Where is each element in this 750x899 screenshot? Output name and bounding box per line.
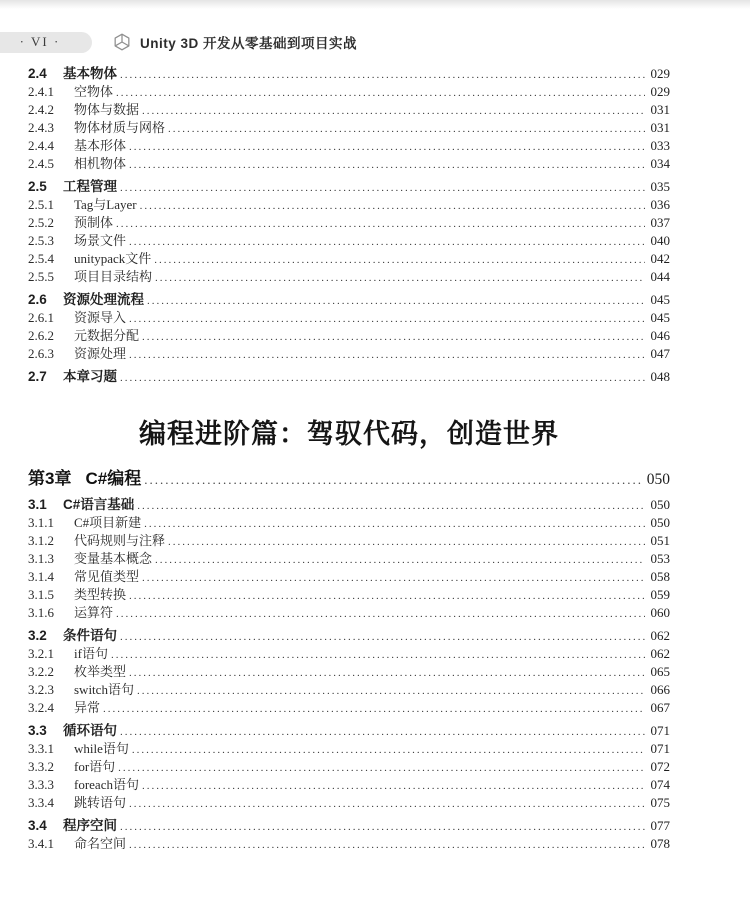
toc-entry-number: 3.2 (28, 628, 47, 643)
dot-leader (132, 740, 645, 759)
toc-entry-title: 命名空间 (74, 836, 127, 851)
toc-entry-title: 场景文件 (74, 233, 127, 248)
dot-leader (154, 250, 644, 269)
toc-entry-title: 工程管理 (63, 179, 117, 194)
toc-entry-title: 代码规则与注释 (74, 533, 166, 548)
toc-entry-page: 078 (650, 836, 670, 851)
chapter-title: C#编程 (85, 469, 142, 488)
toc-entry (28, 250, 670, 268)
toc-entry-title: Tag与Layer (74, 197, 137, 212)
toc-entry-number: 3.3 (28, 723, 47, 738)
table-of-contents (28, 60, 670, 853)
toc-entry (28, 496, 670, 514)
dot-leader (129, 663, 644, 682)
toc-entry-title: 本章习题 (63, 369, 117, 384)
dot-leader (155, 268, 644, 287)
toc-entry (28, 794, 670, 812)
toc-entry-page: 031 (650, 102, 670, 117)
dot-leader (140, 196, 645, 215)
toc-entry (28, 604, 670, 622)
toc-entry-title: 空物体 (74, 84, 114, 99)
chapter-number: 第3章 (28, 469, 72, 488)
toc-entry-page: 029 (650, 84, 670, 99)
toc-entry (28, 550, 670, 568)
dot-leader (142, 568, 644, 587)
toc-entry-page: 036 (650, 197, 670, 212)
toc-entry-page: 053 (650, 551, 670, 566)
toc-entry-title: 物体与数据 (74, 102, 140, 117)
toc-entry-page: 050 (650, 497, 670, 512)
toc-entry-page: 048 (650, 369, 670, 384)
toc-entry-page: 072 (650, 759, 670, 774)
toc-entry (28, 291, 670, 309)
toc-entry-title: 元数据分配 (74, 328, 140, 343)
page-number-pill (0, 32, 92, 53)
toc-entry-title: switch语句 (74, 682, 134, 697)
toc-entry-number: 3.1.1 (28, 515, 54, 530)
toc-entry-number: 2.4.3 (28, 120, 54, 135)
dot-leader (137, 496, 644, 515)
toc-entry-title: 预制体 (74, 215, 114, 230)
toc-entry (28, 758, 670, 776)
toc-entry-number: 3.1.6 (28, 605, 54, 620)
toc-entry-number: 3.2.2 (28, 664, 54, 679)
toc-entry-title: 条件语句 (63, 628, 117, 643)
dot-leader (129, 309, 644, 328)
toc-entry-page: 077 (650, 818, 670, 833)
toc-entry (28, 835, 670, 853)
dot-leader (111, 645, 645, 664)
toc-entry (28, 178, 670, 196)
toc-entry-page: 060 (650, 605, 670, 620)
toc-entry-number: 2.5.3 (28, 233, 54, 248)
dot-leader (129, 232, 644, 251)
dot-leader (142, 776, 645, 795)
toc-entry (28, 817, 670, 835)
toc-entry (28, 232, 670, 250)
toc-entry-title: if语句 (74, 646, 108, 661)
page-number-label: · VI · (19, 34, 61, 49)
toc-entry-page: 050 (650, 515, 670, 530)
toc-entry-number: 3.2.4 (28, 700, 54, 715)
toc-entry (28, 663, 670, 681)
dot-leader (116, 83, 644, 102)
toc-entry (28, 568, 670, 586)
toc-entry-title: 循环语句 (63, 723, 117, 738)
toc-entry-number: 2.6.2 (28, 328, 54, 343)
toc-entry (28, 83, 670, 101)
toc-entry-page: 029 (650, 66, 670, 81)
toc-entry-title: 跳转语句 (74, 795, 127, 810)
toc-entry-number: 2.4.4 (28, 138, 54, 153)
toc-entry-number: 2.6.1 (28, 310, 54, 325)
toc-entry-page: 062 (650, 646, 670, 661)
dot-leader (129, 586, 644, 605)
scan-edge-shadow (0, 0, 750, 9)
toc-entry-number: 3.1.5 (28, 587, 54, 602)
toc-entry-title: 常见值类型 (74, 569, 140, 584)
toc-entry-number: 3.4 (28, 818, 47, 833)
toc-entry-page: 046 (650, 328, 670, 343)
dot-leader (116, 214, 644, 233)
toc-entry-page: 075 (650, 795, 670, 810)
toc-entry-title: while语句 (74, 741, 129, 756)
toc-entry (28, 740, 670, 758)
toc-entry-number: 3.1 (28, 497, 47, 512)
toc-entry-title: 资源处理 (74, 346, 127, 361)
toc-entry (28, 101, 670, 119)
toc-entry-number: 3.2.3 (28, 682, 54, 697)
toc-entry-number: 2.4.5 (28, 156, 54, 171)
toc-entry (28, 65, 670, 83)
toc-entry (28, 137, 670, 155)
dot-leader (144, 514, 644, 533)
toc-entry-number: 2.4 (28, 66, 47, 81)
dot-leader (129, 835, 644, 854)
toc-entry-number: 2.7 (28, 369, 47, 384)
toc-entry-page: 045 (650, 292, 670, 307)
toc-entry-title: 物体材质与网格 (74, 120, 166, 135)
dot-leader (168, 119, 644, 138)
dot-leader (155, 550, 644, 569)
toc-entry-page: 045 (650, 310, 670, 325)
toc-entry (28, 309, 670, 327)
toc-entry-title: unitypack文件 (74, 251, 152, 266)
dot-leader (103, 699, 644, 718)
toc-entry-title: 资源导入 (74, 310, 127, 325)
toc-entry-page: 051 (650, 533, 670, 548)
toc-entry (28, 681, 670, 699)
dot-leader (120, 368, 645, 387)
toc-chapter2-block (28, 65, 670, 386)
toc-entry (28, 368, 670, 386)
toc-entry-number: 2.4.1 (28, 84, 54, 99)
toc-entry (28, 722, 670, 740)
toc-entry-number: 2.5.5 (28, 269, 54, 284)
toc-entry (28, 196, 670, 214)
toc-entry-number: 2.6.3 (28, 346, 54, 361)
toc-entry-page: 066 (650, 682, 670, 697)
dot-leader (129, 137, 644, 156)
unity-cube-logo-icon (112, 32, 132, 52)
toc-entry-page: 071 (650, 741, 670, 756)
toc-entry-page: 040 (650, 233, 670, 248)
toc-entry-number: 3.1.4 (28, 569, 54, 584)
toc-entry (28, 699, 670, 717)
dot-leader (120, 627, 645, 646)
toc-entry-number: 3.4.1 (28, 836, 54, 851)
toc-entry-title: 相机物体 (74, 156, 127, 171)
dot-leader (129, 794, 644, 813)
toc-entry (28, 268, 670, 286)
toc-entry-page: 065 (650, 664, 670, 679)
toc-entry-title: 基本物体 (63, 66, 117, 81)
toc-entry-number: 3.3.4 (28, 795, 54, 810)
toc-entry (28, 627, 670, 645)
toc-entry-title: 异常 (74, 700, 101, 715)
toc-entry-page: 034 (650, 156, 670, 171)
dot-leader (120, 817, 645, 836)
toc-entry-number: 2.5.4 (28, 251, 54, 266)
dot-leader (120, 722, 645, 741)
toc-entry-page: 067 (650, 700, 670, 715)
dot-leader (129, 345, 644, 364)
toc-entry-title: C#语言基础 (63, 497, 135, 512)
toc-entry-page: 058 (650, 569, 670, 584)
dot-leader (142, 327, 644, 346)
dot-leader (120, 178, 645, 197)
part-divider-title: 编程进阶篇：驾驭代码，创造世界 (139, 419, 559, 449)
toc-entry (28, 776, 670, 794)
toc-entry-number: 3.3.3 (28, 777, 54, 792)
toc-entry-title: 项目目录结构 (74, 269, 153, 284)
toc-entry-title: 类型转换 (74, 587, 127, 602)
toc-entry-page: 042 (650, 251, 670, 266)
toc-entry-page: 047 (650, 346, 670, 361)
toc-entry-title: 程序空间 (63, 818, 117, 833)
toc-entry-number: 2.5.1 (28, 197, 54, 212)
dot-leader (144, 467, 641, 492)
toc-chapter3-block (28, 496, 670, 853)
toc-entry (28, 514, 670, 532)
toc-entry-number: 3.2.1 (28, 646, 54, 661)
toc-entry-title: 枚举类型 (74, 664, 127, 679)
toc-entry (28, 532, 670, 550)
toc-entry-page: 035 (650, 179, 670, 194)
book-title: Unity 3D 开发从零基础到项目实战 (140, 36, 358, 51)
toc-entry-title: 运算符 (74, 605, 114, 620)
toc-entry-page: 033 (650, 138, 670, 153)
toc-entry (28, 327, 670, 345)
toc-entry-number: 2.5.2 (28, 215, 54, 230)
toc-entry-title: foreach语句 (74, 777, 139, 792)
toc-entry (28, 586, 670, 604)
dot-leader (120, 65, 645, 84)
toc-entry-number: 3.1.2 (28, 533, 54, 548)
toc-entry-title: for语句 (74, 759, 116, 774)
toc-entry-number: 3.3.1 (28, 741, 54, 756)
toc-entry-number: 3.1.3 (28, 551, 54, 566)
toc-entry-page: 037 (650, 215, 670, 230)
toc-entry-title: C#项目新建 (74, 515, 142, 530)
dot-leader (142, 101, 644, 120)
toc-entry-number: 2.6 (28, 292, 47, 307)
toc-entry-page: 059 (650, 587, 670, 602)
toc-entry-page: 074 (650, 777, 670, 792)
chapter-page-number: 050 (646, 471, 670, 488)
dot-leader (168, 532, 644, 551)
toc-entry (28, 345, 670, 363)
toc-entry-page: 062 (650, 628, 670, 643)
toc-entry-page: 044 (650, 269, 670, 284)
toc-entry-number: 2.4.2 (28, 102, 54, 117)
toc-entry (28, 645, 670, 663)
dot-leader (116, 604, 644, 623)
dot-leader (129, 155, 644, 174)
toc-entry-title: 资源处理流程 (63, 292, 144, 307)
toc-entry-page: 071 (650, 723, 670, 738)
toc-entry-number: 3.3.2 (28, 759, 54, 774)
running-header (0, 30, 750, 54)
toc-entry (28, 155, 670, 173)
toc-entry-page: 031 (650, 120, 670, 135)
dot-leader (147, 291, 645, 310)
chapter-heading-row (28, 467, 670, 491)
dot-leader (118, 758, 644, 777)
dot-leader (137, 681, 645, 700)
toc-entry-number: 2.5 (28, 179, 47, 194)
toc-entry-title: 变量基本概念 (74, 551, 153, 566)
toc-entry (28, 214, 670, 232)
toc-entry (28, 119, 670, 137)
toc-entry-title: 基本形体 (74, 138, 127, 153)
